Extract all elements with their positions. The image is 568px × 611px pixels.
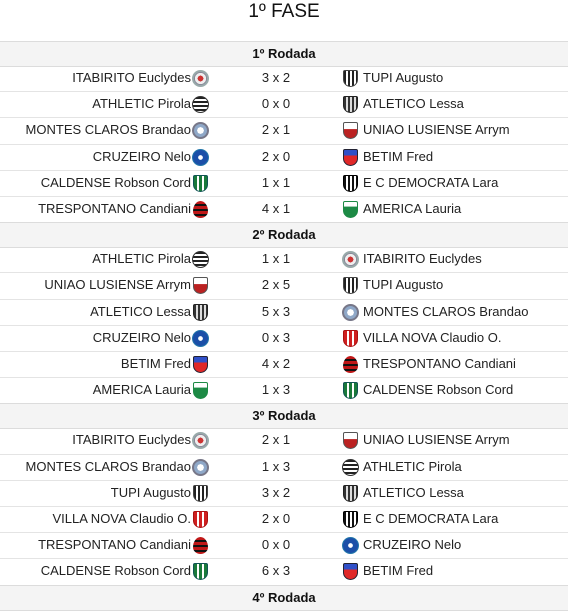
away-team[interactable]: UNIAO LUSIENSE Arrym	[363, 432, 510, 448]
match-row[interactable]	[0, 65, 568, 91]
away-crest	[342, 563, 359, 580]
home-crest	[192, 485, 209, 502]
uniao-lusiense-crest-icon	[343, 432, 358, 449]
match-row[interactable]	[0, 454, 568, 480]
athletic-crest-icon	[192, 96, 209, 113]
home-crest	[192, 96, 209, 113]
home-crest	[192, 459, 209, 476]
away-crest	[342, 382, 359, 399]
away-crest	[342, 251, 359, 268]
caldense-crest-icon	[343, 382, 358, 399]
trespontano-crest-icon	[193, 537, 208, 554]
match-row[interactable]	[0, 272, 568, 298]
home-team[interactable]: CALDENSE Robson Cord	[40, 174, 191, 190]
away-crest	[342, 304, 359, 321]
home-crest	[192, 304, 209, 321]
home-team[interactable]: ATLETICO Lessa	[90, 303, 191, 319]
home-crest	[192, 201, 209, 218]
home-crest	[192, 356, 209, 373]
away-crest	[342, 175, 359, 192]
match-score[interactable]: 2 x 0	[261, 148, 291, 164]
home-team[interactable]: TRESPONTANO Candiani	[38, 537, 191, 553]
home-team[interactable]: ATHLETIC Pirola	[92, 251, 191, 267]
home-team[interactable]: UNIAO LUSIENSE Arrym	[44, 277, 191, 293]
away-crest	[342, 70, 359, 87]
tupi-crest-icon	[193, 485, 208, 502]
atletico-crest-icon	[343, 96, 358, 113]
match-score[interactable]: 0 x 0	[261, 537, 291, 553]
trespontano-crest-icon	[343, 356, 358, 373]
montes-claros-crest-icon	[342, 304, 359, 321]
itabirito-crest-icon	[192, 70, 209, 87]
away-team[interactable]: VILLA NOVA Claudio O.	[363, 329, 502, 345]
round-header: 4º Rodada	[0, 585, 568, 611]
away-team[interactable]: TUPI Augusto	[363, 277, 444, 293]
match-score[interactable]: 1 x 3	[261, 458, 291, 474]
away-crest	[342, 485, 359, 502]
match-row[interactable]	[0, 246, 568, 272]
away-team[interactable]: CRUZEIRO Nelo	[363, 537, 462, 553]
america-crest-icon	[343, 201, 358, 218]
home-crest	[192, 330, 209, 347]
match-score[interactable]: 5 x 3	[261, 303, 291, 319]
home-crest	[192, 277, 209, 294]
phase-title: 1º FASE	[248, 1, 320, 22]
match-score[interactable]: 4 x 2	[261, 356, 291, 371]
home-crest	[192, 382, 209, 399]
away-team[interactable]: ATHLETIC Pirola	[363, 458, 462, 474]
away-team[interactable]: TRESPONTANO Candiani	[363, 356, 516, 371]
cruzeiro-crest-icon	[342, 537, 359, 554]
match-row[interactable]	[0, 144, 568, 170]
match-score[interactable]: 0 x 3	[261, 329, 291, 345]
away-crest	[342, 201, 359, 218]
match-row[interactable]	[0, 91, 568, 117]
home-team[interactable]: ITABIRITO Euclydes	[72, 70, 191, 85]
america-crest-icon	[193, 382, 208, 399]
match-row[interactable]	[0, 377, 568, 403]
match-score[interactable]: 3 x 2	[261, 70, 291, 85]
match-score[interactable]: 1 x 1	[261, 174, 291, 190]
round-header: 1º Rodada	[0, 41, 568, 67]
home-crest	[192, 537, 209, 554]
away-team[interactable]: ITABIRITO Euclydes	[363, 251, 482, 267]
home-crest	[192, 70, 209, 87]
match-row[interactable]	[0, 351, 568, 377]
away-crest	[342, 96, 359, 113]
match-row[interactable]	[0, 325, 568, 351]
away-crest	[342, 149, 359, 166]
cruzeiro-crest-icon	[192, 330, 209, 347]
match-row[interactable]	[0, 532, 568, 558]
match-row[interactable]	[0, 427, 568, 453]
tupi-crest-icon	[343, 277, 358, 294]
match-row[interactable]	[0, 170, 568, 196]
trespontano-crest-icon	[193, 201, 208, 218]
home-team[interactable]: AMERICA Lauria	[92, 382, 191, 398]
home-team[interactable]: MONTES CLAROS Brandao	[25, 122, 191, 138]
match-row[interactable]	[0, 299, 568, 325]
match-score[interactable]: 3 x 2	[261, 484, 291, 500]
match-row[interactable]	[0, 506, 568, 532]
round-header: 2º Rodada	[0, 222, 568, 248]
home-team[interactable]: MONTES CLAROS Brandao	[25, 458, 191, 474]
home-crest	[192, 432, 209, 449]
uniao-lusiense-crest-icon	[193, 277, 208, 294]
home-team[interactable]: VILLA NOVA Claudio O.	[52, 511, 191, 526]
democrata-crest-icon	[343, 511, 358, 528]
home-crest	[192, 251, 209, 268]
away-crest	[342, 330, 359, 347]
betim-crest-icon	[343, 149, 358, 166]
away-team[interactable]: UNIAO LUSIENSE Arrym	[363, 122, 510, 138]
away-crest	[342, 277, 359, 294]
away-team[interactable]: E C DEMOCRATA Lara	[363, 511, 499, 526]
match-score[interactable]: 4 x 1	[261, 201, 291, 216]
match-score[interactable]: 6 x 3	[261, 563, 291, 579]
match-row[interactable]	[0, 558, 568, 584]
away-crest	[342, 122, 359, 139]
match-score[interactable]: 0 x 0	[261, 96, 291, 112]
away-crest	[342, 356, 359, 373]
round-header: 3º Rodada	[0, 403, 568, 429]
match-row[interactable]	[0, 117, 568, 143]
home-crest	[192, 122, 209, 139]
home-team[interactable]: BETIM Fred	[120, 356, 191, 371]
away-team[interactable]: MONTES CLAROS Brandao	[363, 303, 529, 319]
match-score[interactable]: 1 x 1	[261, 251, 291, 267]
away-team[interactable]: BETIM Fred	[363, 563, 434, 579]
match-score[interactable]: 2 x 1	[261, 122, 291, 138]
away-crest	[342, 537, 359, 554]
away-team[interactable]: E C DEMOCRATA Lara	[363, 174, 499, 190]
home-crest	[192, 175, 209, 192]
montes-claros-crest-icon	[192, 122, 209, 139]
itabirito-crest-icon	[192, 432, 209, 449]
home-team[interactable]: TRESPONTANO Candiani	[38, 201, 191, 216]
villa-nova-crest-icon	[193, 511, 208, 528]
match-score[interactable]: 2 x 1	[261, 432, 291, 448]
betim-crest-icon	[343, 563, 358, 580]
home-crest	[192, 149, 209, 166]
uniao-lusiense-crest-icon	[343, 122, 358, 139]
cruzeiro-crest-icon	[192, 149, 209, 166]
away-crest	[342, 432, 359, 449]
away-team[interactable]: BETIM Fred	[363, 148, 434, 164]
athletic-crest-icon	[192, 251, 209, 268]
caldense-crest-icon	[193, 563, 208, 580]
home-team[interactable]: CRUZEIRO Nelo	[92, 148, 191, 164]
home-team[interactable]: CRUZEIRO Nelo	[92, 329, 191, 345]
match-score[interactable]: 2 x 5	[261, 277, 291, 293]
match-row[interactable]	[0, 196, 568, 222]
home-team[interactable]: ITABIRITO Euclydes	[72, 432, 191, 448]
atletico-crest-icon	[343, 485, 358, 502]
montes-claros-crest-icon	[192, 459, 209, 476]
away-team[interactable]: ATLETICO Lessa	[363, 96, 464, 112]
villa-nova-crest-icon	[343, 330, 358, 347]
atletico-crest-icon	[193, 304, 208, 321]
tupi-crest-icon	[343, 70, 358, 87]
home-crest	[192, 563, 209, 580]
away-team[interactable]: TUPI Augusto	[363, 70, 444, 85]
democrata-crest-icon	[343, 175, 358, 192]
home-crest	[192, 511, 209, 528]
home-team[interactable]: CALDENSE Robson Cord	[40, 563, 191, 579]
away-team[interactable]: AMERICA Lauria	[363, 201, 462, 216]
athletic-crest-icon	[342, 459, 359, 476]
away-crest	[342, 459, 359, 476]
itabirito-crest-icon	[342, 251, 359, 268]
betim-crest-icon	[193, 356, 208, 373]
away-team[interactable]: ATLETICO Lessa	[363, 484, 464, 500]
match-score[interactable]: 2 x 0	[261, 511, 291, 526]
away-team[interactable]: CALDENSE Robson Cord	[363, 382, 514, 398]
home-team[interactable]: TUPI Augusto	[110, 484, 191, 500]
match-score[interactable]: 1 x 3	[261, 382, 291, 398]
match-row[interactable]	[0, 480, 568, 506]
away-crest	[342, 511, 359, 528]
caldense-crest-icon	[193, 175, 208, 192]
home-team[interactable]: ATHLETIC Pirola	[92, 96, 191, 112]
